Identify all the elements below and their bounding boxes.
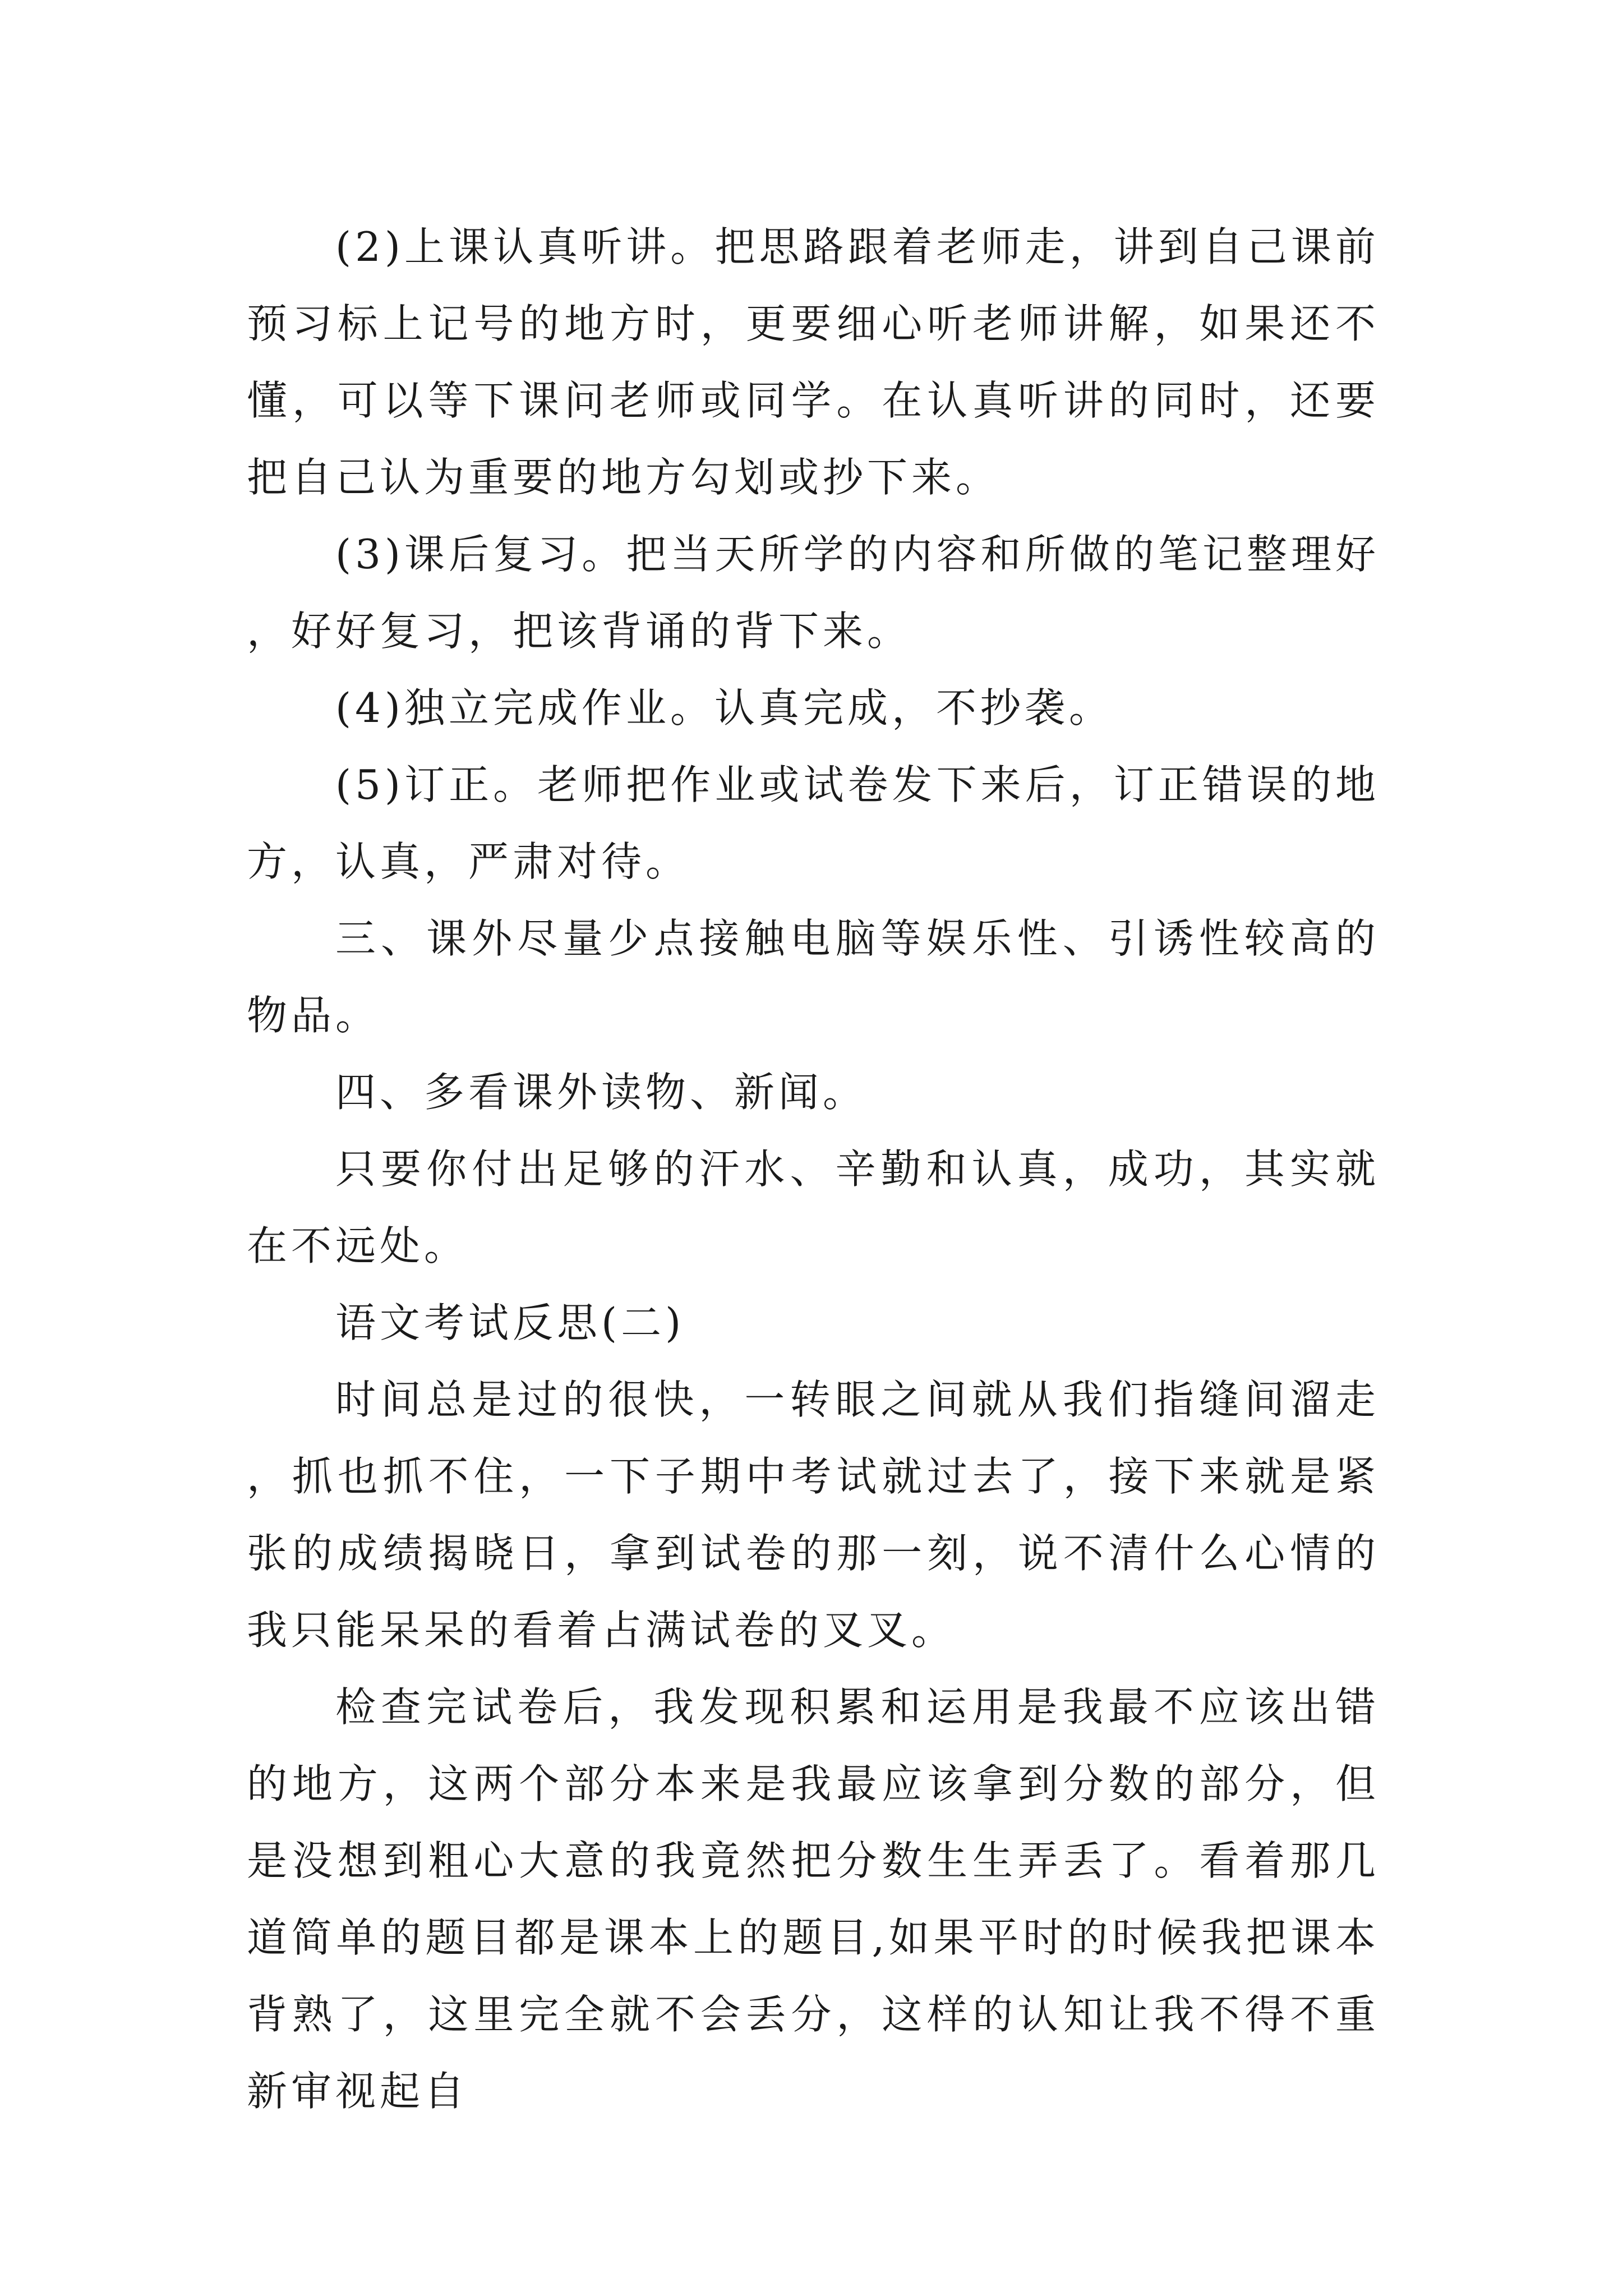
paragraph-study-method-2: (2)上课认真听讲。把思路跟着老师走，讲到自己课前预习标上记号的地方时，更要细心听老师讲解，如果还不懂，可以等下课问老师或同学。在认真听讲的同时，还要把自己认为重要的地方勾划或抄下来。	[247, 223, 1380, 501]
paragraph-exam-review: 检查完试卷后，我发现积累和运用是我最不应该出错的地方，这两个部分本来是我最应该拿到分数的部分，但是没想到粗心大意的我竟然把分数生生弄丢了。看着那几道简单的题目都是课本上的题目,如果平时的时候我把课本背熟了，这里完全就不会丢分，这样的认知让我不得不重新审视起自	[247, 1683, 1380, 2115]
paragraph-point-three: 三、课外尽量少点接触电脑等娱乐性、引诱性较高的物品。	[247, 915, 1380, 1039]
paragraph-exam-intro: 时间总是过的很快，一转眼之间就从我们指缝间溜走，抓也抓不住，一下子期中考试就过去了，接下来就是紧张的成绩揭晓日，拿到试卷的那一刻，说不清什么心情的我只能呆呆的看着占满试卷的叉叉。	[247, 1376, 1380, 1654]
paragraph-conclusion: 只要你付出足够的汗水、辛勤和认真，成功，其实就在不远处。	[247, 1145, 1380, 1269]
paragraph-study-method-3: (3)课后复习。把当天所学的内容和所做的笔记整理好，好好复习，把该背诵的背下来。	[247, 531, 1380, 655]
paragraph-study-method-4: (4)独立完成作业。认真完成，不抄袭。	[335, 684, 1113, 731]
paragraph-point-four: 四、多看课外读物、新闻。	[335, 1069, 868, 1116]
section-heading: 语文考试反思(二)	[335, 1299, 685, 1346]
paragraph-study-method-5: (5)订正。老师把作业或试卷发下来后，订正错误的地方，认真，严肃对待。	[247, 761, 1380, 885]
document-body	[247, 209, 1380, 2130]
